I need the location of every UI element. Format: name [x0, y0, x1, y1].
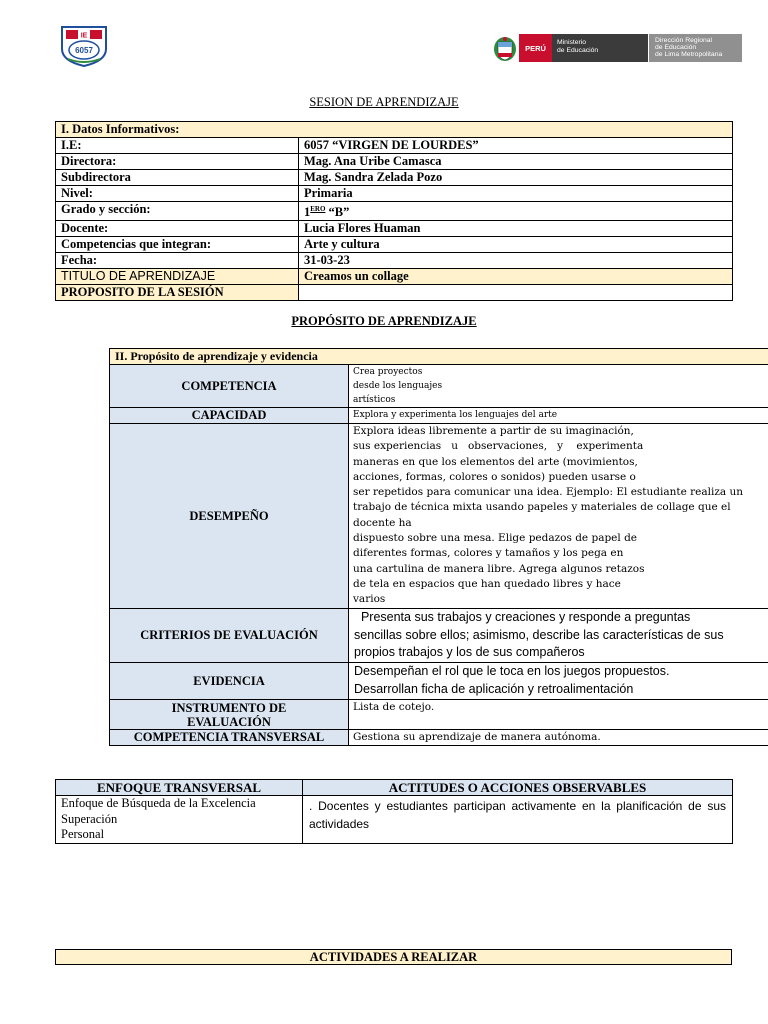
datos-label: Nivel: [56, 186, 299, 202]
datos-label: Directora: [56, 154, 299, 170]
competencia-label: COMPETENCIA [110, 365, 349, 408]
proposito-value [299, 285, 733, 301]
enfoque-header: ENFOQUE TRANSVERSAL [56, 780, 303, 796]
school-logo-number: 6057 [75, 46, 93, 55]
enfoque-value: Enfoque de Búsqueda de la Excelencia Superación Personal [56, 796, 303, 844]
gov-ministry-label: Ministerio de Educación [552, 34, 648, 62]
competencia-value: Crea proyectos desde los lenguajes artísticos [349, 365, 768, 408]
datos-value: Primaria [299, 186, 733, 202]
datos-table [55, 121, 733, 301]
transversal-value: Gestiona su aprendizaje de manera autónoma. [349, 730, 768, 746]
government-banner [519, 34, 742, 62]
datos-value: Mag. Ana Uribe Camasca [299, 154, 733, 170]
datos-label: I.E: [56, 138, 299, 154]
enfoque-table [55, 779, 733, 844]
datos-label: Grado y sección: [56, 202, 299, 221]
evidencia-value: Desempeñan el rol que le toca en los juegos propuestos. Desarrollan ficha de aplicación y retroalimentación [349, 663, 768, 700]
transversal-label: COMPETENCIA TRANSVERSAL [110, 730, 349, 746]
instrumento-label: INSTRUMENTO DE EVALUACIÓN [110, 700, 349, 730]
capacidad-label: CAPACIDAD [110, 408, 349, 424]
page-title: SESION DE APRENDIZAJE [309, 95, 459, 109]
titulo-value: Creamos un collage [299, 269, 733, 285]
datos-value: Lucia Flores Huaman [299, 221, 733, 237]
proposito-heading: PROPÓSITO DE APRENDIZAJE [291, 314, 477, 328]
datos-label: Docente: [56, 221, 299, 237]
evidencia-label: EVIDENCIA [110, 663, 349, 700]
actitudes-value: . Docentes y estudiantes participan activamente en la planificación de sus actividades [303, 796, 733, 844]
datos-value: Mag. Sandra Zelada Pozo [299, 170, 733, 186]
datos-value: Arte y cultura [299, 237, 733, 253]
instrumento-value: Lista de cotejo. [349, 700, 768, 730]
gov-country-label: PERÚ [519, 34, 552, 62]
desempeno-value: Explora ideas libremente a partir de su imaginación, sus experiencias u observaciones, y experimenta maneras en que los elementos del arte (movimientos, acciones, formas, colores o sonidos) pueden usarse o ser repetidos para comunicar una idea. Ejemplo: El estudiante realiza un trabajo de técnica mixta usando papeles y materiales de collage que el docente ha dispuesto sobre una mesa. Elige pedazos de papel de diferentes formas, colores y tamaños y los pega en una cartulina de manera libre. Agrega algunos retazos de tela en espacios que han quedado libres y hace varios [349, 424, 768, 609]
proposito-label: PROPOSITO DE LA SESIÓN [56, 285, 299, 301]
datos-label: Fecha: [56, 253, 299, 269]
desempeno-label: DESEMPEÑO [110, 424, 349, 609]
datos-value: 6057 “VIRGEN DE LOURDES” [299, 138, 733, 154]
datos-label: Competencias que integran: [56, 237, 299, 253]
proposito-section-title: II. Propósito de aprendizaje y evidencia [110, 349, 768, 365]
datos-value-grado: $1^{ERO}$ “B” [299, 202, 733, 221]
criterios-label: CRITERIOS DE EVALUACIÓN [110, 609, 349, 663]
titulo-label: TITULO DE APRENDIZAJE [56, 269, 299, 285]
school-logo [58, 25, 110, 67]
datos-label: Subdirectora [56, 170, 299, 186]
capacidad-value: Explora y experimenta los lenguajes del arte [349, 408, 768, 424]
datos-value: 31-03-23 [299, 253, 733, 269]
datos-section-title: I. Datos Informativos: [56, 122, 733, 138]
peru-shield-icon [493, 36, 517, 62]
gov-dre-label: Dirección Regional de Educación de Lima Metropolitana [648, 34, 742, 62]
actitudes-header: ACTITUDES O ACCIONES OBSERVABLES [303, 780, 733, 796]
svg-text:IE: IE [80, 32, 88, 40]
criterios-value: Presenta sus trabajos y creaciones y responde a preguntas sencillas sobre ellos; asimismo, describe las características de sus propios trabajos y los de sus compañeros [349, 609, 768, 663]
actividades-banner: ACTIVIDADES A REALIZAR [55, 949, 732, 965]
proposito-table [109, 348, 768, 746]
